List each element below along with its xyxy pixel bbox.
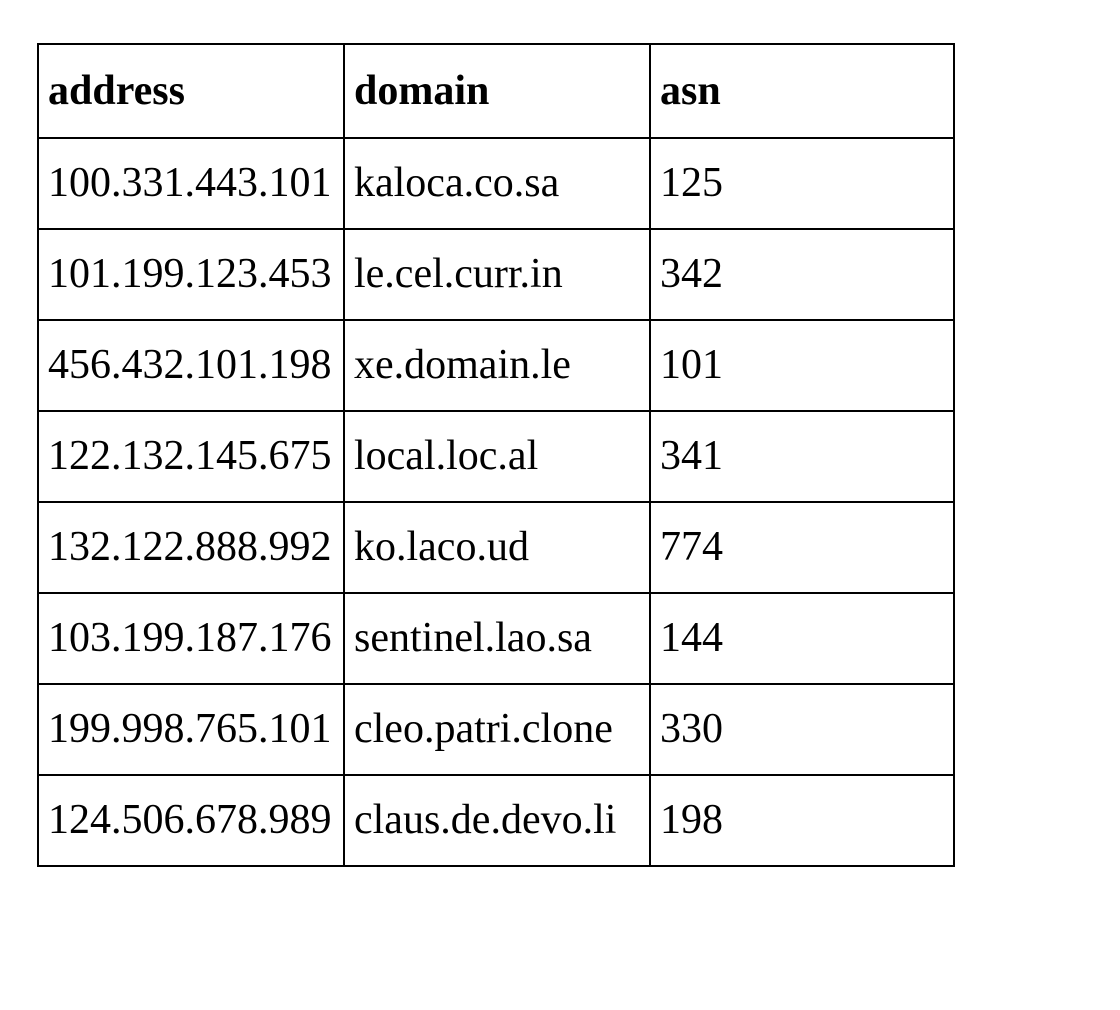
cell-asn: 341	[650, 411, 954, 502]
cell-address: 103.199.187.176	[38, 593, 344, 684]
cell-address: 124.506.678.989	[38, 775, 344, 866]
table-row	[38, 320, 954, 411]
cell-domain: cleo.patri.clone	[344, 684, 650, 775]
column-header-address: address	[38, 44, 344, 138]
table-row	[38, 775, 954, 866]
table-row	[38, 684, 954, 775]
cell-address: 122.132.145.675	[38, 411, 344, 502]
cell-asn: 342	[650, 229, 954, 320]
table-row	[38, 593, 954, 684]
cell-address: 199.998.765.101	[38, 684, 344, 775]
cell-domain: claus.de.devo.li	[344, 775, 650, 866]
column-header-asn: asn	[650, 44, 954, 138]
cell-domain: ko.laco.ud	[344, 502, 650, 593]
table-header	[38, 44, 954, 138]
ip-table	[37, 43, 955, 867]
cell-domain: sentinel.lao.sa	[344, 593, 650, 684]
cell-asn: 774	[650, 502, 954, 593]
cell-domain: kaloca.co.sa	[344, 138, 650, 229]
cell-asn: 198	[650, 775, 954, 866]
table-row	[38, 229, 954, 320]
table-body	[38, 138, 954, 866]
cell-address: 456.432.101.198	[38, 320, 344, 411]
table-row	[38, 138, 954, 229]
table-row	[38, 502, 954, 593]
cell-domain: xe.domain.le	[344, 320, 650, 411]
cell-asn: 144	[650, 593, 954, 684]
cell-asn: 101	[650, 320, 954, 411]
cell-address: 100.331.443.101	[38, 138, 344, 229]
cell-asn: 125	[650, 138, 954, 229]
cell-asn: 330	[650, 684, 954, 775]
column-header-domain: domain	[344, 44, 650, 138]
header-row	[38, 44, 954, 138]
cell-domain: local.loc.al	[344, 411, 650, 502]
cell-domain: le.cel.curr.in	[344, 229, 650, 320]
cell-address: 101.199.123.453	[38, 229, 344, 320]
table-row	[38, 411, 954, 502]
cell-address: 132.122.888.992	[38, 502, 344, 593]
